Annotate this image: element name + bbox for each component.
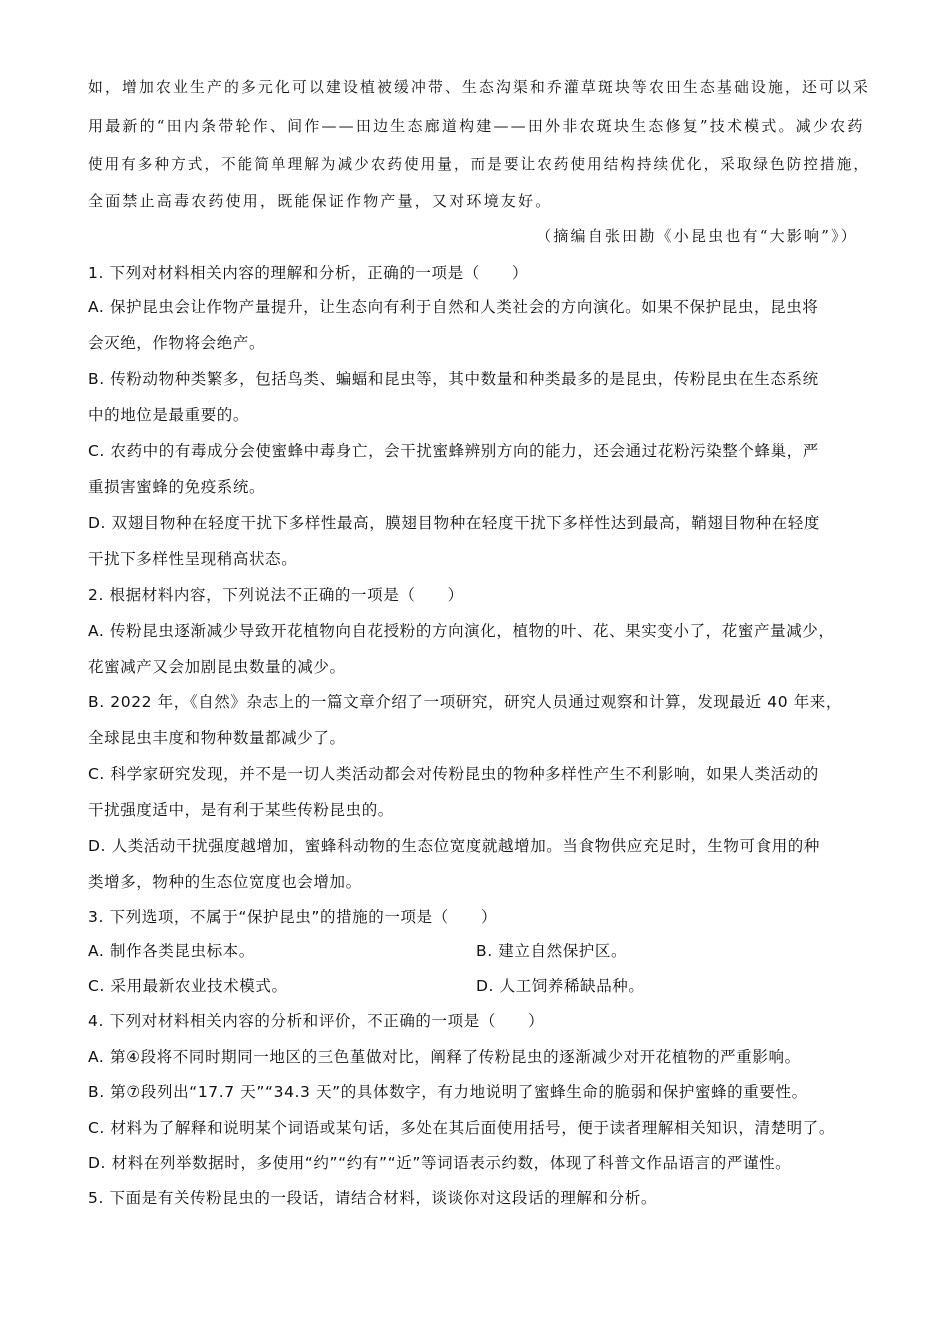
passage-line: 全面禁止高毒农药使用，既能保证作物产量，又对环境友好。 [88, 192, 553, 210]
option-a: A. 制作各类昆虫标本。 [88, 942, 255, 960]
question-stem: 5. 下面是有关传粉昆虫的一段话，请结合材料，谈谈你对这段话的理解和分析。 [88, 1189, 657, 1207]
option-a-cont: 会灭绝，作物将会绝产。 [88, 334, 266, 352]
option-b: B. 传粉动物种类繁多，包括鸟类、蝙蝠和昆虫等，其中数量和种类最多的是昆虫，传粉昆虫在生态系统 [88, 370, 819, 388]
option-c: C. 农药中的有毒成分会使蜜蜂中毒身亡，会干扰蜜蜂辨别方向的能力，还会通过花粉污染整个蜂巢，严 [88, 442, 819, 460]
option-c: C. 材料为了解释和说明某个词语或某句话，多处在其后面使用括号，便于读者理解相关知识，清楚明了。 [88, 1119, 835, 1137]
option-d: D. 双翅目物种在轻度干扰下多样性最高，膜翅目物种在轻度干扰下多样性达到最高，鞘翅目物种在轻度 [88, 514, 820, 532]
question-stem: 1. 下列对材料相关内容的理解和分析，正确的一项是（ ） [88, 264, 529, 282]
option-b: B. 第⑦段列出“17.7 天”“34.3 天”的具体数字，有力地说明了蜜蜂生命的脆弱和保护蜜蜂的重要性。 [88, 1083, 808, 1101]
option-d: D. 材料在列举数据时，多使用“约”“约有”“近”等词语表示约数，体现了科普文作品语言的严谨性。 [88, 1154, 792, 1172]
option-d: D. 人工饲养稀缺品种。 [476, 977, 645, 995]
question-stem: 3. 下列选项，不属于“保护昆虫”的措施的一项是（ ） [88, 908, 498, 926]
option-c: C. 采用最新农业技术模式。 [88, 977, 288, 995]
passage-line: 如，增加农业生产的多元化可以建设植被缓冲带、生态沟渠和乔灌草斑块等农田生态基础设施，还可以采 [88, 78, 870, 96]
option-b-cont: 中的地位是最重要的。 [88, 406, 250, 424]
passage-line: 使用有多种方式，不能简单理解为减少农药使用量，而是要让农药使用结构持续优化，采取绿色防控措施， [88, 155, 870, 173]
option-d-cont: 类增多，物种的生态位宽度也会增加。 [88, 873, 362, 891]
passage-source: （摘编自张田勘《小昆虫也有“大影响”》） [536, 227, 858, 245]
option-a: A. 传粉昆虫逐渐减少导致开花植物向自花授粉的方向演化，植物的叶、花、果实变小了，花蜜产量减少， [88, 622, 835, 640]
option-d: D. 人类活动干扰强度越增加，蜜蜂科动物的生态位宽度就越增加。当食物供应充足时，生物可食用的种 [88, 837, 820, 855]
option-b-cont: 全球昆虫丰度和物种数量都减少了。 [88, 729, 346, 747]
option-b: B. 2022 年，《自然》杂志上的一篇文章介绍了一项研究，研究人员通过观察和计算，发现最近 40 年来， [88, 693, 842, 711]
option-c-cont: 重损害蜜蜂的免疫系统。 [88, 478, 266, 496]
option-a: A. 第④段将不同时期同一地区的三色堇做对比，阐释了传粉昆虫的逐渐减少对开花植物的严重影响。 [88, 1048, 801, 1066]
option-a-cont: 花蜜减产又会加剧昆虫数量的减少。 [88, 658, 346, 676]
option-a: A. 保护昆虫会让作物产量提升，让生态向有利于自然和人类社会的方向演化。如果不保护昆虫，昆虫将 [88, 298, 819, 316]
option-c-cont: 干扰强度适中，是有利于某些传粉昆虫的。 [88, 801, 394, 819]
passage-line: 用最新的“田内条带轮作、间作——田边生态廊道构建——田外非农斑块生态修复”技术模式。减少农药 [88, 117, 865, 135]
option-d-cont: 干扰下多样性呈现稍高状态。 [88, 550, 298, 568]
question-stem: 4. 下列对材料相关内容的分析和评价，不正确的一项是（ ） [88, 1012, 545, 1030]
option-c: C. 科学家研究发现，并不是一切人类活动都会对传粉昆虫的物种多样性产生不利影响，如果人类活动的 [88, 765, 819, 783]
option-b: B. 建立自然保护区。 [476, 942, 628, 960]
question-stem: 2. 根据材料内容，下列说法不正确的一项是（ ） [88, 586, 464, 604]
